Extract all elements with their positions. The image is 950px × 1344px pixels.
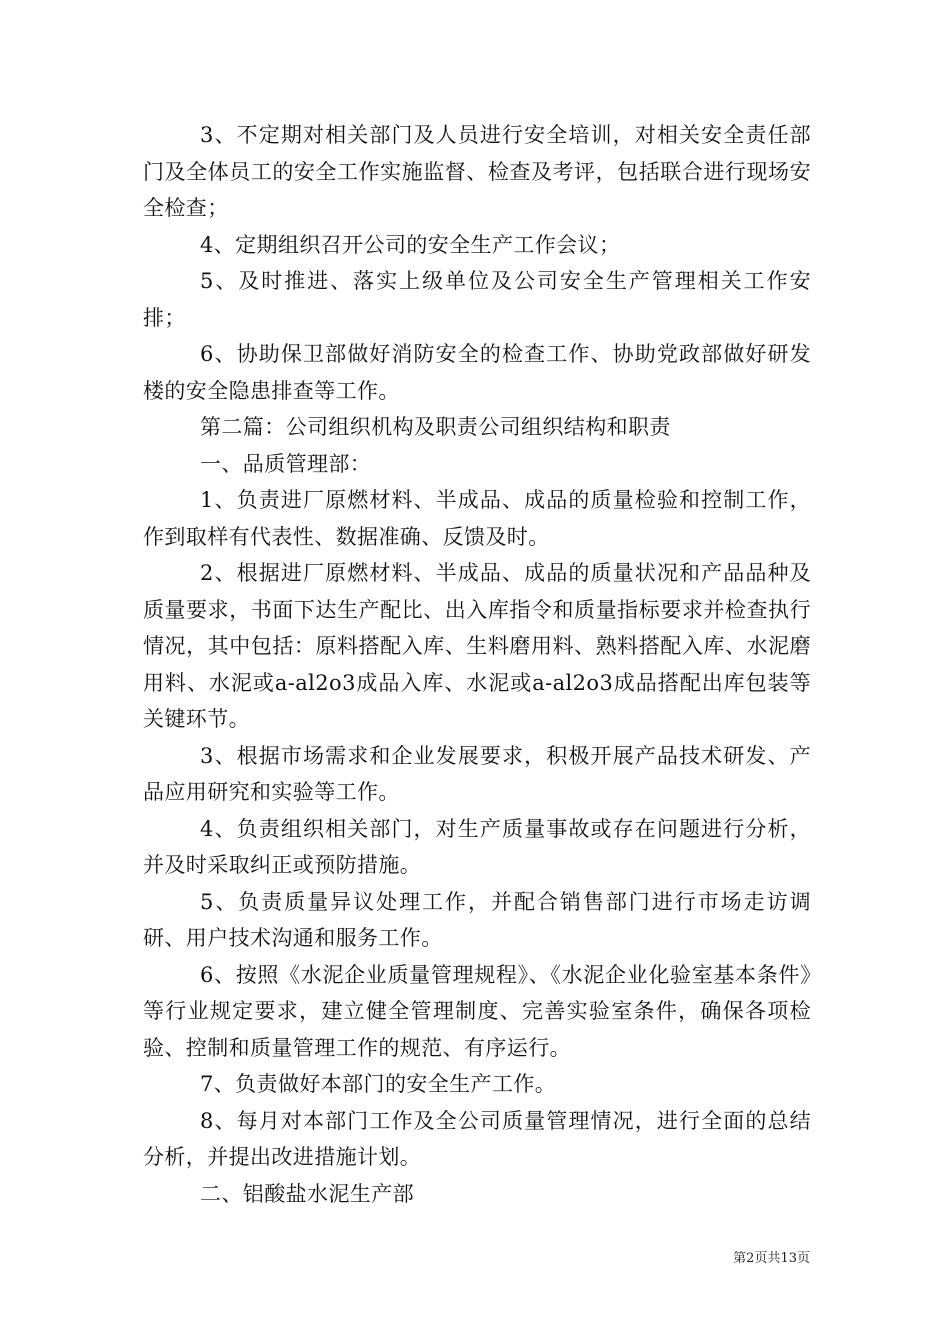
page-number: 第2页共13页 xyxy=(733,1251,810,1266)
paragraph-dept-safety: 7、负责做好本部门的安全生产工作。 xyxy=(200,1072,557,1096)
paragraph-production-ratio: 2、根据进厂原燃材料、半成品、成品的质量状况和产品品种及质量要求，书面下达生产配比、出入库指令和质量指标要求并检查执行情况，其中包括：原料搭配入库、生料磨用料、熟料搭配入库、水泥磨用料、水泥或a-al2o3成品入库、水泥或a-al2o3成品搭配出库包装等关键环节。 xyxy=(143,561,811,731)
paragraph-safety-meeting: 4、定期组织召开公司的安全生产工作会议； xyxy=(200,232,621,257)
section-heading-part-two: 第二篇：公司组织机构及职责公司组织结构和职责 xyxy=(200,415,671,439)
subheading-quality-dept: 一、品质管理部： xyxy=(200,451,372,476)
paragraph-incident-analysis: 4、负责组织相关部门，对生产质量事故或存在问题进行分析，并及时采取纠正或预防措施。 xyxy=(143,816,811,877)
paragraph-quality-inspection: 1、负责进厂原燃材料、半成品、成品的质量检验和控制工作，作到取样有代表性、数据准确、反馈及时。 xyxy=(143,488,811,549)
paragraph-implement-arrangements: 5、及时推进、落实上级单位及公司安全生产管理相关工作安排； xyxy=(143,269,811,330)
paragraph-rnd: 3、根据市场需求和企业发展要求，积极开展产品技术研发、产品应用研究和实验等工作。 xyxy=(143,743,811,804)
paragraph-fire-safety: 6、协助保卫部做好消防安全的检查工作、协助党政部做好研发楼的安全隐患排查等工作。 xyxy=(143,342,811,403)
paragraph-training: 3、不定期对相关部门及人员进行安全培训，对相关安全责任部门及全体员工的安全工作实施监督、检查及考评，包括联合进行现场安全检查； xyxy=(143,123,811,220)
subheading-aluminate-cement-dept: 二、铝酸盐水泥生产部 xyxy=(200,1181,414,1206)
paragraph-objection-handling: 5、负责质量异议处理工作，并配合销售部门进行市场走访调研、用户技术沟通和服务工作。 xyxy=(143,889,811,950)
document-body xyxy=(143,117,811,1212)
paragraph-regulations: 6、按照《水泥企业质量管理规程》、《水泥企业化验室基本条件》等行业规定要求，建立健全管理制度、完善实验室条件，确保各项检验、控制和质量管理工作的规范、有序运行。 xyxy=(143,962,811,1060)
paragraph-monthly-summary: 8、每月对本部门工作及全公司质量管理情况，进行全面的总结分析，并提出改进措施计划。 xyxy=(143,1108,811,1169)
